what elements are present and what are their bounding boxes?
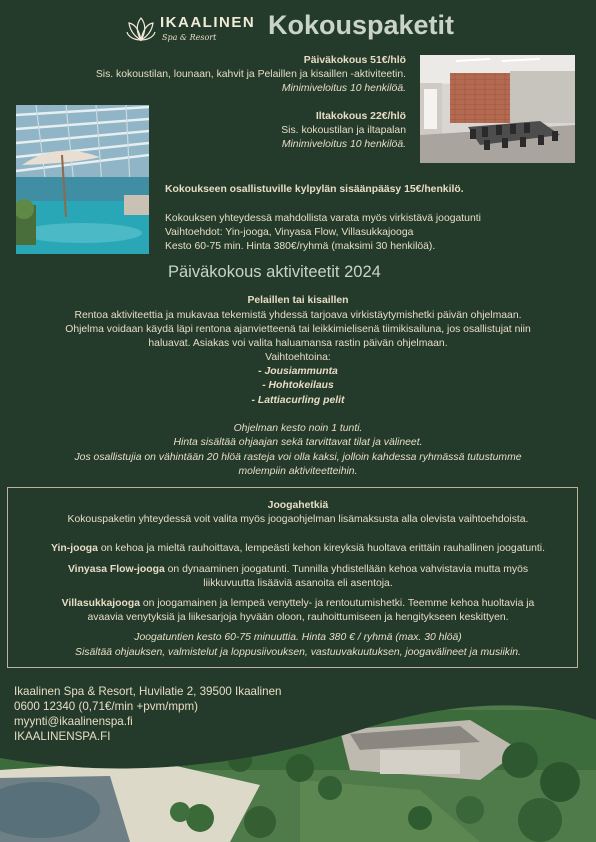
- activities-note-2: Hinta sisältää ohjaajan sekä tarvittavat tilat ja välineet.: [173, 437, 423, 448]
- activities-note-1: Ohjelman kesto noin 1 tunti.: [233, 423, 363, 434]
- villa-yoga-name: Villasukkajooga: [61, 598, 141, 609]
- lotus-logo-icon: [126, 14, 156, 44]
- day-meeting-heading: Päiväkokous 51€/hlö: [303, 55, 406, 66]
- yin-yoga-text: on kehoa ja mieltä rauhoittava, lempeästi kehon kireyksiä huoltava erittäin rauhallinen joogatunti.: [97, 543, 546, 554]
- evening-meeting-heading: Iltakokous 22€/hlö: [315, 111, 406, 122]
- vinyasa-yoga-text-2: liikkuvuutta lisääviä asanoita eli asentoja.: [203, 578, 393, 589]
- yoga-footer-1: Joogatuntien kesto 60-75 minuuttia. Hinta 380 € / ryhmä (max. 30 hlöä): [134, 632, 462, 643]
- yoga-option-line1: Kokouksen yhteydessä mahdollista varata myös virkistävä joogatunti: [165, 213, 481, 224]
- activities-desc-3: haluavat. Asiakas voi valita haluamansa rastin päivän ohjelmaan.: [148, 338, 448, 349]
- brand-subtitle: Spa & Resort: [162, 33, 217, 42]
- villa-yoga-text-1: on joogamainen ja lempeä venyttely- ja rentoutumishetki. Teemme kehoa huoltavia ja: [140, 598, 535, 609]
- day-meeting-minimum: Minimiveloitus 10 henkilöä.: [281, 83, 406, 94]
- villa-yoga-text-2: avaavia venytyksiä ja liikesarjoja hyvään oloon, rauhoittumiseen ja hengitykseen keskittyen.: [87, 612, 509, 623]
- spa-pool-photo: [16, 105, 149, 254]
- contact-phone[interactable]: 0600 12340 (0,71€/min +pvm/mpm): [14, 700, 198, 713]
- contact-website[interactable]: IKAALINENSPA.FI: [14, 730, 111, 743]
- yoga-intro: Kokouspaketin yhteydessä voit valita myös joogaohjelman lisämaksusta alla olevista vaihtoehdoista.: [67, 514, 529, 525]
- activities-title: Päiväkokous aktiviteetit 2024: [168, 263, 381, 281]
- evening-meeting-includes: Sis. kokoustilan ja iltapalan: [281, 125, 406, 136]
- activity-option-floor-curling: - Lattiacurling pelit: [251, 395, 345, 406]
- yin-yoga-name: Yin-jooga: [50, 543, 98, 554]
- evening-meeting-minimum: Minimiveloitus 10 henkilöä.: [281, 139, 406, 150]
- activities-desc-2: Ohjelma voidaan käydä läpi rentona ajanvietteenä tai leikkimielisenä tiimikisailuna, jos osallistujat niin: [65, 324, 531, 335]
- activities-subtitle: Pelaillen tai kisaillen: [247, 295, 349, 306]
- meeting-room-photo: [420, 55, 575, 163]
- vinyasa-yoga-name: Vinyasa Flow-jooga: [67, 564, 165, 575]
- yoga-vinyasa-paragraph: [0, 563, 596, 577]
- yoga-villa-paragraph: [0, 597, 596, 611]
- spa-entry-note: Kokoukseen osallistuville kylpylän sisäänpääsy 15€/henkilö.: [165, 184, 464, 195]
- yoga-title: Joogahetkiä: [267, 500, 329, 511]
- activities-note-4: molempiin aktiviteetteihin.: [238, 466, 358, 477]
- activity-option-glow-bowling: - Hohtokeilaus: [262, 380, 334, 391]
- activity-option-archery: - Jousiammunta: [258, 366, 338, 377]
- brand-name: IKAALINEN: [160, 14, 256, 31]
- contact-email[interactable]: myynti@ikaalinenspa.fi: [14, 715, 133, 728]
- vinyasa-yoga-text-1: on dynaaminen joogatunti. Tunnilla yhdistellään kehoa vahvistavia mutta myös: [164, 564, 529, 575]
- yoga-option-line3: Kesto 60-75 min. Hinta 380€/ryhmä (maksimi 30 henkilöä).: [165, 241, 436, 252]
- activities-note-3: Jos osallistujia on vähintään 20 hlöä rasteja voi olla kaksi, jolloin kahdessa ryhmässä tutustumme: [74, 452, 522, 463]
- activities-desc-1: Rentoa aktiviteettia ja mukavaa tekemistä yhdessä tarjoava virkistäytymishetki päivän ohjelmaan.: [74, 310, 522, 321]
- contact-address: Ikaalinen Spa & Resort, Huvilatie 2, 39500 Ikaalinen: [14, 685, 282, 698]
- day-meeting-includes: Sis. kokoustilan, lounaan, kahvit ja Pelaillen ja kisaillen -aktiviteetin.: [95, 69, 406, 80]
- page-title: Kokouspaketit: [268, 10, 455, 40]
- yoga-footer-2: Sisältää ohjauksen, valmistelut ja loppusiivouksen, vastuuvakuutuksen, joogavälineet ja musiikin.: [75, 647, 521, 658]
- activities-options-label: Vaihtoehtoina:: [265, 352, 331, 363]
- yoga-option-line2: Vaihtoehdot: Yin-jooga, Vinyasa Flow, Villasukkajooga: [165, 227, 414, 238]
- yoga-yin-paragraph: [0, 542, 596, 556]
